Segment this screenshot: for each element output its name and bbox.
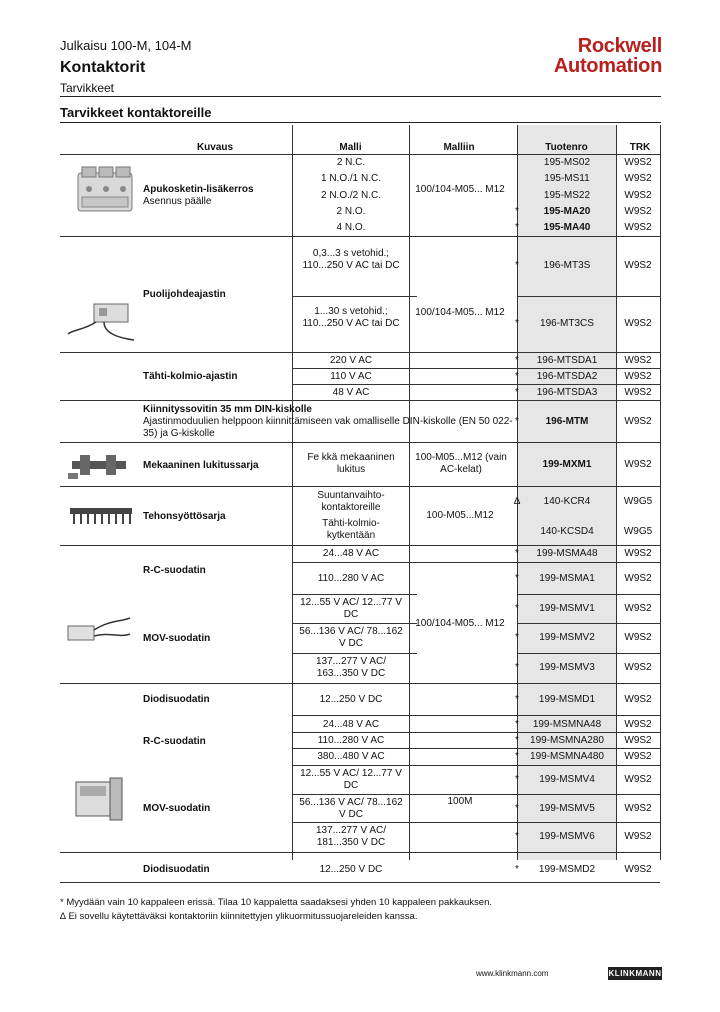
- hline: [292, 623, 417, 624]
- hline: [60, 852, 660, 853]
- malli-cell: 110 V AC: [330, 371, 372, 382]
- trk-cell: W9S2: [624, 719, 652, 730]
- hline: [60, 352, 660, 353]
- group-apukosketin-sub: Asennus päälle: [143, 196, 212, 207]
- star-cell: *: [515, 803, 519, 814]
- trk-cell: W9S2: [624, 157, 652, 168]
- trk-cell: W9S2: [624, 573, 652, 584]
- tuotenro-cell: 199-MSMV6: [539, 831, 595, 842]
- hline: [517, 623, 660, 624]
- group-diod2: Diodisuodatin: [143, 864, 210, 875]
- trk-cell: W9S2: [624, 355, 652, 366]
- hline: [517, 296, 660, 297]
- trk-cell: W9S2: [624, 260, 652, 271]
- malli-cell: 12...55 V AC/ 12...77 V DC: [300, 597, 402, 620]
- hline: [292, 732, 660, 733]
- footer-url[interactable]: www.klinkmann.com: [476, 969, 549, 978]
- footnote-delta: ∆ Ei sovellu käytettäväksi kontaktoriin kiinnitettyjen ylikuormitussuojareleiden kanssa.: [60, 911, 418, 922]
- group-tehonsyotto: Tehonsyöttösarja: [143, 511, 226, 522]
- tuotenro-cell: 140-KCSD4: [540, 526, 594, 537]
- malli-cell: Fe kkä mekaaninen lukitus: [307, 452, 395, 475]
- star-cell: *: [515, 371, 519, 382]
- malli-cell: 24...48 V AC: [322, 719, 380, 730]
- star-cell: *: [515, 573, 519, 584]
- trk-cell: W9S2: [624, 222, 652, 233]
- hline: [292, 794, 660, 795]
- section-title: Tarvikkeet kontaktoreille: [60, 105, 212, 120]
- malli-cell: 137...277 V AC/ 163...350 V DC: [315, 656, 387, 679]
- table-bottom-rule: [60, 882, 660, 883]
- tuotenro-cell: 195-MS02: [543, 157, 591, 168]
- malli-cell: 12...250 V DC: [319, 694, 383, 705]
- star-cell: *: [515, 864, 519, 875]
- brand-logo-line2: Automation: [553, 55, 662, 77]
- star-cell: *: [515, 355, 519, 366]
- hline: [60, 442, 660, 443]
- hline: [60, 400, 660, 401]
- tuotenro-cell: 196-MTSDA3: [536, 387, 598, 398]
- trk-cell: W9S2: [624, 318, 652, 329]
- tuotenro-cell: 199-MSMNA480: [530, 751, 604, 762]
- star-cell: *: [515, 751, 519, 762]
- group-mekaaninen: Mekaaninen lukitussarja: [143, 460, 259, 471]
- mallin-apu: 100/104-M05... M12: [415, 184, 505, 195]
- malli-cell: 137...277 V AC/ 181...350 V DC: [315, 825, 387, 848]
- group-apukosketin: Apukosketin-lisäkerros: [143, 184, 254, 195]
- mallin-cell: 100-M05...M12 (vain AC-kelat): [415, 452, 507, 475]
- trk-cell: W9S2: [624, 864, 652, 875]
- trk-cell: W9S2: [624, 371, 652, 382]
- tuotenro-cell: 199-MSMV1: [539, 603, 595, 614]
- col-mallin: Malliin: [443, 142, 475, 153]
- trk-cell: W9S2: [624, 751, 652, 762]
- hline: [292, 748, 660, 749]
- malli-cell: 110...280 V AC: [317, 573, 385, 584]
- tuotenro-cell: 196-MT3S: [543, 260, 591, 271]
- tuotenro-cell: 140-KCR4: [543, 496, 591, 507]
- tuotenro-cell: 199-MSMV2: [539, 632, 595, 643]
- tuotenro-cell: 195-MA40: [543, 222, 591, 233]
- tuotenro-cell: 199-MSMA1: [539, 573, 595, 584]
- tuotenro-cell: 195-MS22: [543, 190, 591, 201]
- star-cell: ∆: [513, 496, 521, 507]
- col-malli: Malli: [339, 142, 362, 153]
- hline: [60, 545, 660, 546]
- group-kiinnitys: Kiinnityssovitin 35 mm DIN-kiskolle: [143, 404, 312, 415]
- malli-cell: 0,3...3 s vetohid.; 110...250 V AC tai DC: [302, 248, 400, 271]
- group-mov1: MOV-suodatin: [143, 633, 211, 644]
- malli-cell: 2 N.O./2 N.C.: [320, 190, 381, 201]
- malli-cell: 2 N.C.: [336, 157, 366, 168]
- auxiliary-contact-block-image: [76, 165, 134, 217]
- table-top-rule: [60, 122, 661, 123]
- publication: Julkaisu 100-M, 104-M: [60, 38, 192, 53]
- star-cell: *: [515, 206, 519, 217]
- malli-cell: 220 V AC: [329, 355, 373, 366]
- malli-cell: Tähti-kolmio- kytkentään: [322, 518, 380, 541]
- hline: [292, 368, 660, 369]
- col-kuvaus: Kuvaus: [196, 142, 234, 153]
- tuotenro-cell: 195-MS11: [544, 173, 590, 184]
- malli-cell: 1...30 s vetohid.; 110...250 V AC tai DC: [302, 306, 400, 329]
- hline: [292, 822, 660, 823]
- hline: [60, 486, 660, 487]
- trk-cell: W9S2: [624, 548, 652, 559]
- trk-cell: W9S2: [624, 190, 652, 201]
- hline: [292, 653, 417, 654]
- vline-right: [660, 125, 661, 860]
- tuotenro-cell: 196-MTSDA1: [536, 355, 598, 366]
- star-cell: *: [515, 222, 519, 233]
- trk-cell: W9S2: [624, 694, 652, 705]
- tuotenro-cell: 196-MTSDA2: [536, 371, 598, 382]
- malli-cell: Suuntanvaihto- kontaktoreille: [317, 490, 385, 513]
- malli-cell: 48 V AC: [332, 387, 370, 398]
- tuotenro-cell: 199-MSMD2: [538, 864, 596, 875]
- mallin-mov1: 100/104-M05... M12: [415, 618, 505, 629]
- star-cell: *: [515, 719, 519, 730]
- star-cell: *: [515, 318, 519, 329]
- star-cell: *: [515, 603, 519, 614]
- brand-logo-line1: Rockwell: [577, 35, 662, 57]
- iec-suppressor-module-image: [74, 776, 126, 822]
- col-trk: TRK: [629, 142, 651, 153]
- star-cell: *: [515, 548, 519, 559]
- hline: [60, 683, 660, 684]
- group-diod1: Diodisuodatin: [143, 694, 210, 705]
- group-rc1: R-C-suodatin: [143, 565, 206, 576]
- star-cell: *: [515, 260, 519, 271]
- trk-cell: W9S2: [624, 831, 652, 842]
- tuotenro-cell: 199-MSMV3: [539, 662, 595, 673]
- group-rc2: R-C-suodatin: [143, 736, 206, 747]
- header-bottom-rule: [60, 154, 660, 155]
- footer-brand-logo: KLINKMANN: [608, 969, 662, 978]
- malli-cell: 12...250 V DC: [319, 864, 383, 875]
- header-rule: [60, 96, 661, 97]
- group-tahti: Tähti-kolmio-ajastin: [143, 371, 238, 382]
- malli-cell: 4 N.O.: [336, 222, 366, 233]
- trk-cell: W9S2: [624, 459, 652, 470]
- trk-cell: W9G5: [623, 526, 653, 537]
- malli-cell: 24...48 V AC: [322, 548, 380, 559]
- tuotenro-cell: 196-MTM: [545, 416, 589, 427]
- malli-cell: 2 N.O.: [336, 206, 366, 217]
- malli-cell: 1 N.O./1 N.C.: [320, 173, 381, 184]
- trk-cell: W9S2: [624, 662, 652, 673]
- star-cell: *: [515, 416, 519, 427]
- group-mov2: MOV-suodatin: [143, 803, 211, 814]
- star-cell: *: [515, 735, 519, 746]
- malli-cell: 12...55 V AC/ 12...77 V DC: [300, 768, 402, 791]
- hline: [517, 594, 660, 595]
- tuotenro-cell: 199-MXM1: [542, 459, 592, 470]
- mallin-teho: 100-M05...M12: [426, 510, 494, 521]
- malli-cell: 56...136 V AC/ 78...162 V DC: [299, 797, 403, 820]
- hline: [292, 562, 660, 563]
- hline: [292, 594, 417, 595]
- rc-mov-suppressor-image: [64, 612, 134, 648]
- star-cell: *: [515, 694, 519, 705]
- trk-cell: W9G5: [623, 496, 653, 507]
- tuotenro-cell: 196-MT3CS: [540, 318, 594, 329]
- hline: [60, 236, 660, 237]
- hline: [292, 296, 417, 297]
- tuotenro-cell: 199-MSMV5: [539, 803, 595, 814]
- hline: [517, 653, 660, 654]
- tuotenro-cell: 199-MSMD1: [538, 694, 596, 705]
- malli-cell: 380...480 V AC: [317, 751, 385, 762]
- trk-cell: W9S2: [624, 206, 652, 217]
- power-supply-kit-image: [68, 504, 138, 526]
- col-tuotenro: Tuotenro: [545, 142, 588, 153]
- tuotenro-cell: 199-MSMV4: [539, 774, 595, 785]
- group-puolijohde: Puolijohdeajastin: [143, 289, 226, 300]
- trk-cell: W9S2: [624, 416, 652, 427]
- hline: [292, 765, 660, 766]
- mallin-puoli: 100/104-M05... M12: [415, 307, 505, 318]
- star-cell: *: [515, 632, 519, 643]
- page-subtitle: Tarvikkeet: [60, 81, 115, 95]
- star-cell: *: [515, 774, 519, 785]
- mechanical-interlock-image: [66, 447, 132, 483]
- solid-state-timer-image: [64, 300, 138, 348]
- footnote-star: * Myydään vain 10 kappaleen erissä. Tilaa 10 kappaletta saadaksesi yhden 10 kappaleen pakkauksen.: [60, 897, 493, 908]
- star-cell: *: [515, 387, 519, 398]
- tuotenro-cell: 199-MSMNA48: [532, 719, 602, 730]
- group-kiinnitys-desc: Ajastinmoduulien helppoon kiinnittämiseen vak omalliselle DIN-kiskolle (EN 50 022-35) ja G-kiskolle: [143, 416, 513, 439]
- trk-cell: W9S2: [624, 774, 652, 785]
- tuotenro-cell: 199-MSMNA280: [530, 735, 604, 746]
- trk-cell: W9S2: [624, 735, 652, 746]
- trk-cell: W9S2: [624, 173, 652, 184]
- malli-cell: 56...136 V AC/ 78...162 V DC: [299, 626, 403, 649]
- star-cell: *: [515, 831, 519, 842]
- malli-cell: 110...280 V AC: [317, 735, 385, 746]
- trk-cell: W9S2: [624, 803, 652, 814]
- hline: [292, 715, 660, 716]
- page-title: Kontaktorit: [60, 59, 146, 76]
- trk-cell: W9S2: [624, 387, 652, 398]
- hline: [292, 384, 660, 385]
- mallin-100m: 100M: [447, 796, 473, 807]
- trk-cell: W9S2: [624, 632, 652, 643]
- trk-cell: W9S2: [624, 603, 652, 614]
- star-cell: *: [515, 662, 519, 673]
- tuotenro-cell: 199-MSMA48: [536, 548, 598, 559]
- tuotenro-cell: 195-MA20: [543, 206, 591, 217]
